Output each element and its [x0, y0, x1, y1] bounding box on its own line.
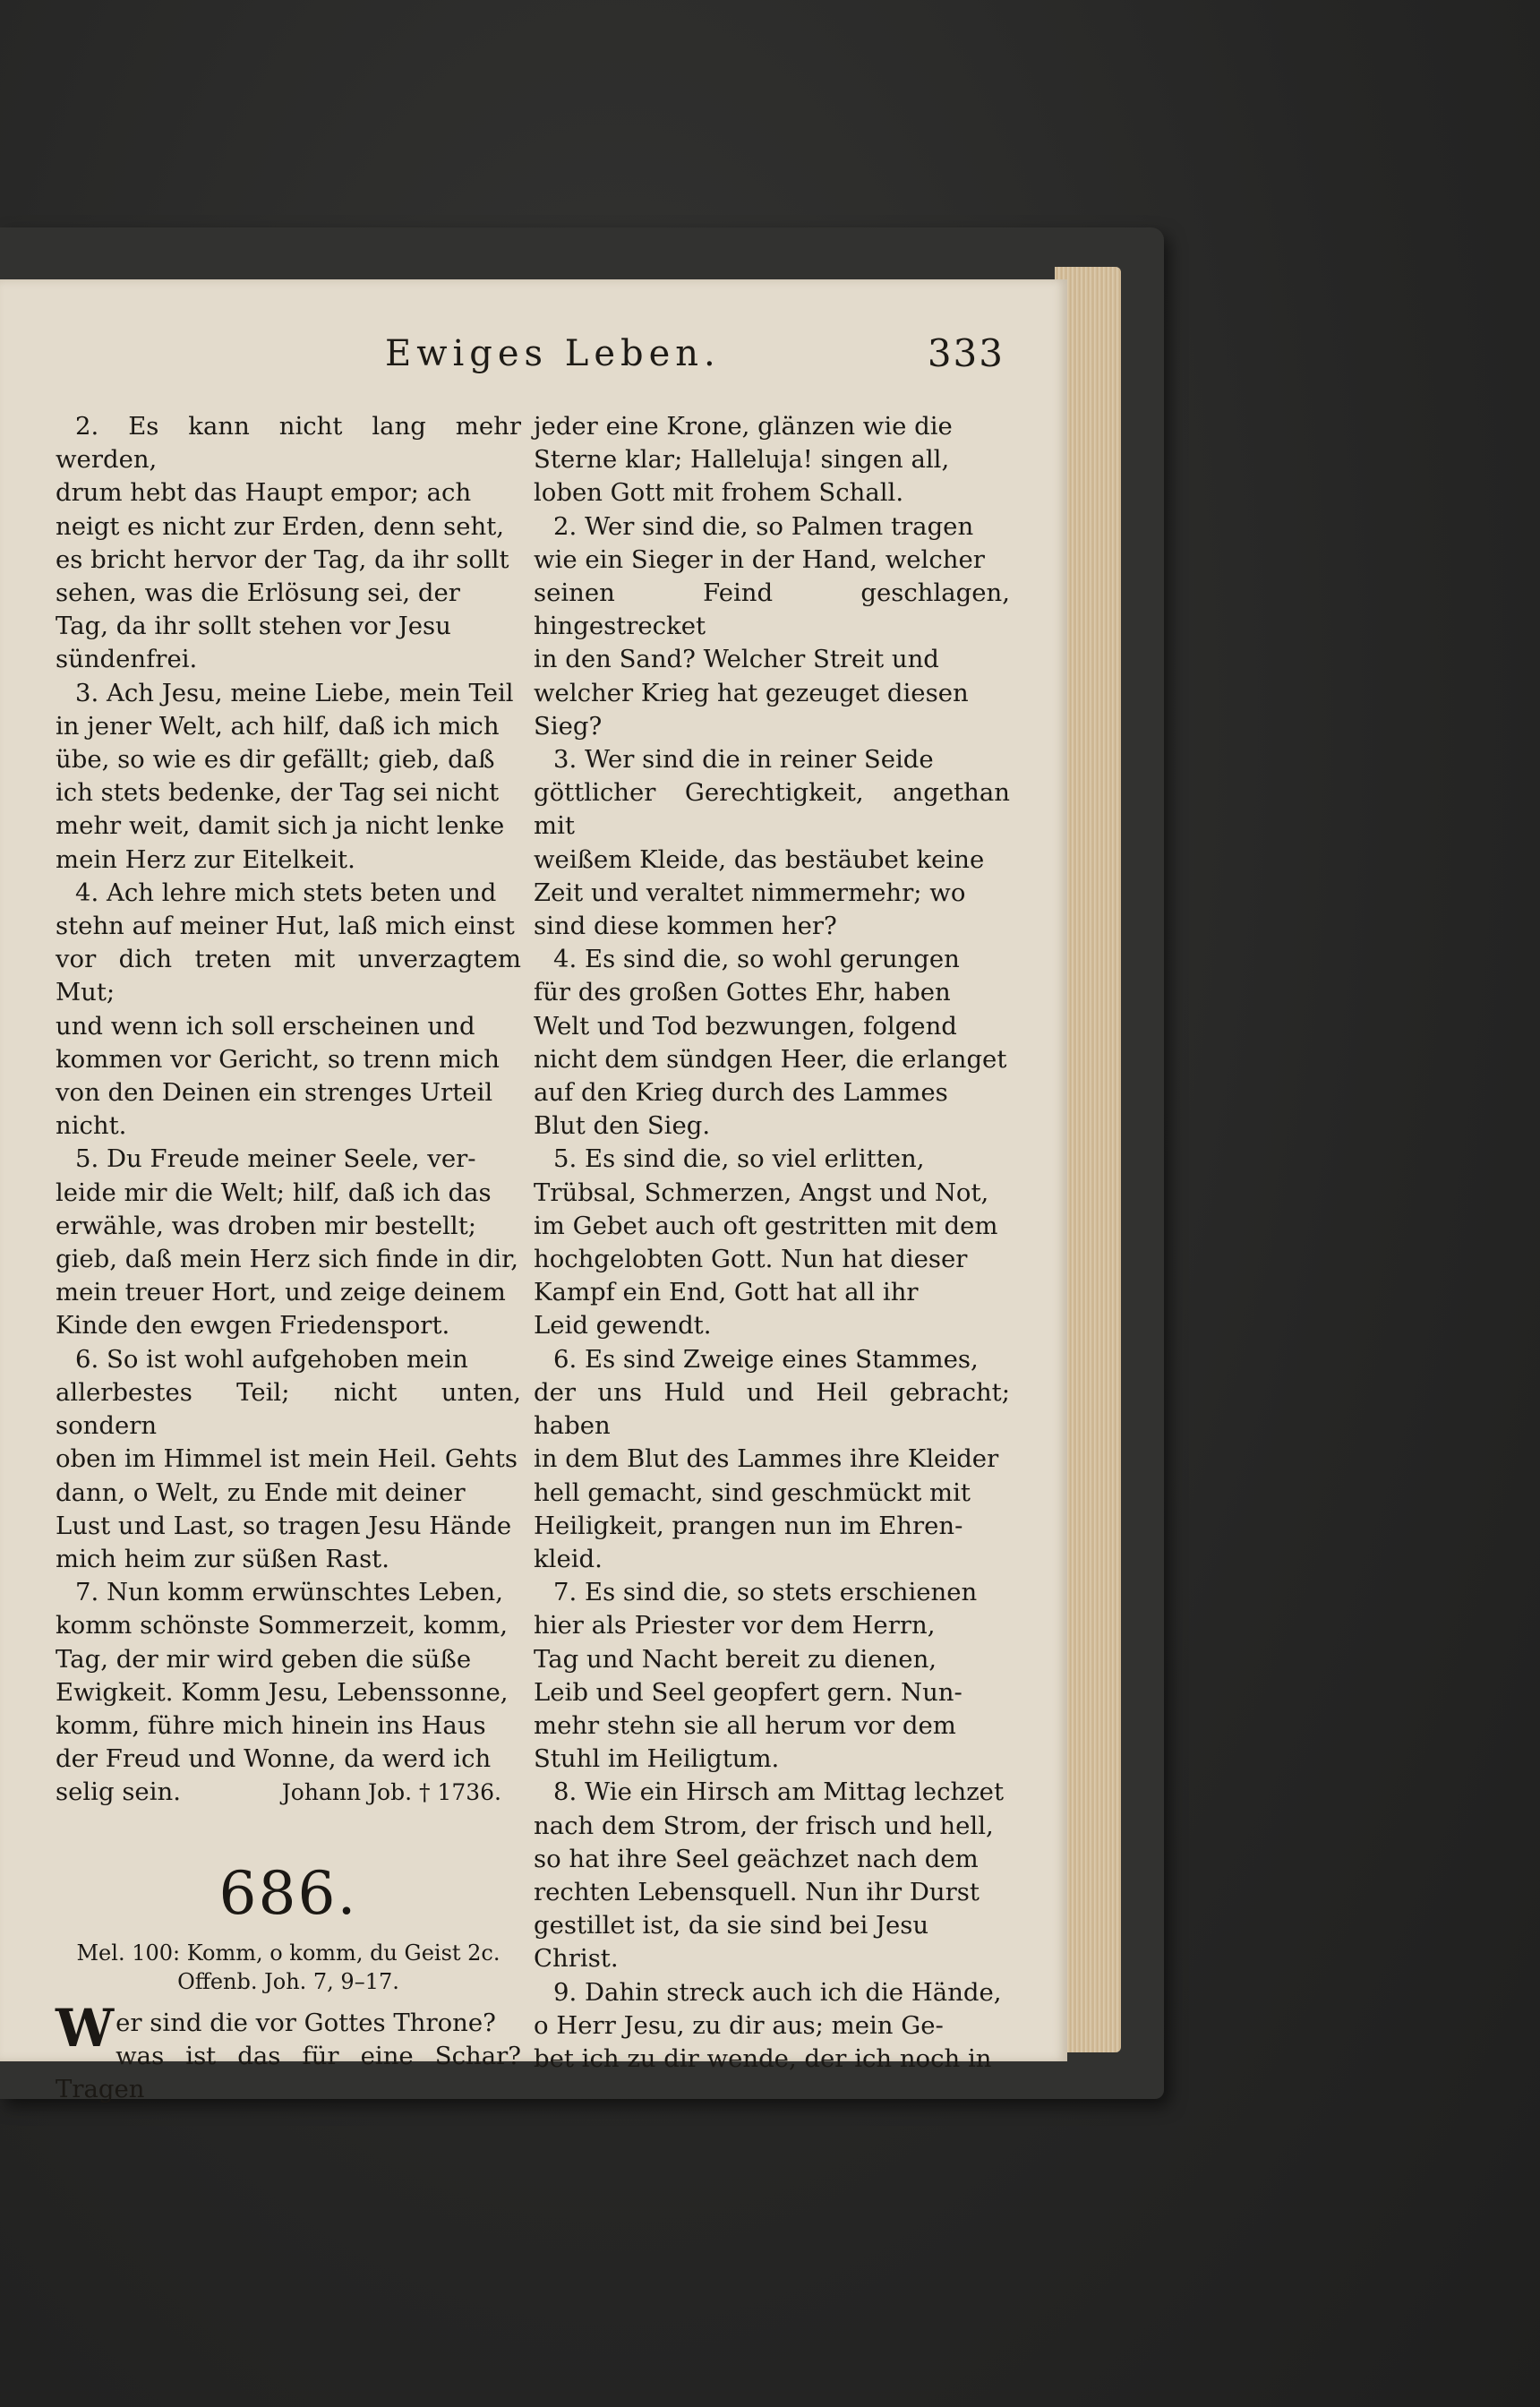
- author-line: [56, 1776, 521, 1809]
- verse-line: Leib und Seel geopfert gern. Nun-: [534, 1677, 962, 1707]
- verse: [534, 943, 1010, 976]
- verse-line: kleid.: [534, 1544, 603, 1573]
- verse-number: 6.: [553, 1344, 578, 1374]
- verse-line: Kampf ein End, Gott hat all ihr: [534, 1278, 919, 1307]
- verse-line: Sieg?: [534, 711, 603, 741]
- verse-line: Heiligkeit, prangen nun im Ehren-: [534, 1511, 963, 1540]
- verse-line: drum hebt das Haupt empor; ach: [56, 478, 472, 508]
- verse-number: 8.: [553, 1777, 578, 1807]
- verse-line: sind diese kommen her?: [534, 912, 837, 941]
- verse-line: welcher Krieg hat gezeuget diesen: [534, 678, 969, 707]
- verse-first-line: Wie ein Hirsch am Mittag lechzet: [585, 1777, 1005, 1807]
- verse-line: mehr weit, damit sich ja nicht lenke: [56, 811, 505, 841]
- verse-number: 5.: [553, 1144, 578, 1174]
- verse: [56, 410, 521, 476]
- verse-line: in den Sand? Welcher Streit und: [534, 645, 939, 674]
- verse-first-line: Es sind die, so wohl gerungen: [585, 945, 960, 974]
- verse: [534, 1576, 1010, 1609]
- verse-line: Tag, der mir wird geben die süße: [56, 1644, 472, 1674]
- verse: [534, 1343, 1010, 1376]
- right-column: [534, 410, 1010, 2076]
- verse-line: o Herr Jesu, zu dir aus; mein Ge-: [534, 2010, 944, 2040]
- verse-line: nach dem Strom, der frisch und hell,: [534, 1811, 994, 1840]
- verse-line: nicht dem sündgen Heer, die erlanget: [534, 1044, 1007, 1074]
- verse-line: komm, führe mich hinein ins Haus: [56, 1710, 486, 1740]
- verse: [534, 1143, 1010, 1176]
- verse-line: Trübsal, Schmerzen, Angst und Not,: [534, 1178, 989, 1207]
- verse-line: wie ein Sieger in der Hand, welcher: [534, 544, 985, 574]
- verse-line: komm schönste Sommerzeit, komm,: [56, 1611, 508, 1640]
- verse-line: Zeit und veraltet nimmermehr; wo: [534, 878, 966, 907]
- verse: [534, 743, 1010, 776]
- verse-line: auf den Krieg durch des Lammes: [534, 1078, 948, 1108]
- verse-line: übe, so wie es dir gefällt; gieb, daß: [56, 745, 495, 775]
- verse: [534, 510, 1010, 544]
- verse-line: Tag und Nacht bereit zu dienen,: [534, 1644, 937, 1674]
- verse-first-line: Nun komm erwünschtes Leben,: [107, 1578, 503, 1607]
- verse-first-line: Es sind die, so viel erlitten,: [585, 1144, 925, 1174]
- verse-line: sehen, was die Erlösung sei, der: [56, 578, 460, 608]
- verse-first-line: Es sind die, so stets erschienen: [585, 1578, 978, 1607]
- verse-line: erwähle, was droben mir bestellt;: [56, 1211, 477, 1240]
- verse-number: 2.: [553, 511, 578, 541]
- verse-line: für des großen Gottes Ehr, haben: [534, 978, 951, 1007]
- verse-line: neigt es nicht zur Erden, denn seht,: [56, 511, 505, 541]
- drop-cap: W: [56, 1997, 115, 2059]
- verse-number: 9.: [553, 1977, 578, 2007]
- verse-line: mein Herz zur Eitelkeit.: [56, 844, 355, 874]
- verse-number: 5.: [75, 1144, 99, 1174]
- verse-line: in dem Blut des Lammes ihre Kleider: [534, 1444, 999, 1474]
- verse-line: der uns Huld und Heil gebracht; haben: [534, 1377, 1010, 1441]
- verse-line: Sterne klar; Halleluja! singen all,: [534, 445, 950, 475]
- verse-line: und wenn ich soll erscheinen und: [56, 1011, 475, 1041]
- verse-first-line: Wer sind die in reiner Seide: [585, 745, 934, 775]
- verse-line: es bricht hervor der Tag, da ihr sollt: [56, 544, 509, 574]
- verse-line: allerbestes Teil; nicht unten, sondern: [56, 1377, 521, 1441]
- verse-line: hell gemacht, sind geschmückt mit: [534, 1478, 971, 1507]
- verse-line: vor dich treten mit unverzagtem Mut;: [56, 945, 521, 1007]
- verse-line: hochgelobten Gott. Nun hat dieser: [534, 1245, 968, 1274]
- verse-line: so hat ihre Seel geächzet nach dem: [534, 1844, 979, 1873]
- verse: [56, 1343, 521, 1376]
- verse-first-line: Du Freude meiner Seele, ver-: [107, 1144, 476, 1174]
- verse-line: Leid gewendt.: [534, 1311, 712, 1341]
- verse-number: 3.: [553, 745, 578, 775]
- verse-number: 6.: [75, 1344, 99, 1374]
- verse-line: Tag, da ihr sollt stehen vor Jesu: [56, 612, 451, 641]
- verse-line: weißem Kleide, das bestäubet keine: [534, 844, 985, 874]
- verse-line: Lust und Last, so tragen Jesu Hände: [56, 1511, 512, 1540]
- verse-line: oben im Himmel ist mein Heil. Gehts: [56, 1444, 518, 1474]
- verse-line: in jener Welt, ach hilf, daß ich mich: [56, 711, 500, 741]
- verse-first-line: Ach lehre mich stets beten und: [107, 878, 497, 907]
- verse-line: Kinde den ewgen Friedensport.: [56, 1311, 450, 1341]
- verse-line: Christ.: [534, 1944, 619, 1974]
- verse: [534, 1976, 1010, 2009]
- running-title: Ewiges Leben.: [385, 333, 721, 374]
- page-number: 333: [927, 331, 1005, 375]
- verse: [56, 677, 521, 710]
- verse-number: 7.: [553, 1578, 578, 1607]
- verse-line: mein treuer Hort, und zeige deinem: [56, 1278, 506, 1307]
- verse-line: rechten Lebensquell. Nun ihr Durst: [534, 1877, 980, 1906]
- verse-line: Ewigkeit. Komm Jesu, Lebenssonne,: [56, 1677, 509, 1707]
- verse-first-line: Dahin streck auch ich die Hände,: [585, 1977, 1002, 2007]
- verse-line: hier als Priester vor dem Herrn,: [534, 1611, 936, 1640]
- verse-line: bet ich zu dir wende, der ich noch in: [534, 2043, 992, 2073]
- verse-line: leide mir die Welt; hilf, daß ich das: [56, 1178, 492, 1207]
- verse-line: dann, o Welt, zu Ende mit deiner: [56, 1478, 466, 1507]
- verse-line: seinen Feind geschlagen, hingestrecket: [534, 578, 1010, 641]
- melody-reference: Mel. 100: Komm, o komm, du Geist 2c.: [76, 1940, 500, 1966]
- verse-line: göttlicher Gerechtigkeit, angethan mit: [534, 778, 1010, 841]
- verse-number: 4.: [553, 945, 578, 974]
- verse-number: 3.: [75, 678, 99, 707]
- verse-line: was ist das für eine Schar? Tragen: [56, 2041, 521, 2103]
- verse-line: ich stets bedenke, der Tag sei nicht: [56, 778, 500, 808]
- verse: [56, 1143, 521, 1176]
- verse-line: stehn auf meiner Hut, laß mich einst: [56, 912, 515, 941]
- verse-line: sündenfrei.: [56, 645, 198, 674]
- verse-line: nicht.: [56, 1111, 127, 1141]
- verse-line: Blut den Sieg.: [534, 1111, 711, 1141]
- running-head: [54, 328, 1005, 390]
- verse-first-line: Es kann nicht lang mehr werden,: [56, 412, 521, 475]
- verse: [56, 1576, 521, 1609]
- verse-line: gieb, daß mein Herz sich finde in dir,: [56, 1245, 519, 1274]
- verse-line: Welt und Tod bezwungen, folgend: [534, 1011, 957, 1041]
- verse-line: im Gebet auch oft gestritten mit dem: [534, 1211, 998, 1240]
- verse-first-line: Es sind Zweige eines Stammes,: [585, 1344, 979, 1374]
- verse-line: gestillet ist, da sie sind bei Jesu: [534, 1911, 929, 1940]
- scripture-reference: Offenb. Joh. 7, 9–17.: [177, 1968, 399, 1994]
- left-column: [56, 410, 521, 2106]
- hymn-number: 686.: [218, 1858, 358, 1928]
- verse-first-line: Ach Jesu, meine Liebe, mein Teil: [107, 678, 514, 707]
- verse-number: 7.: [75, 1578, 99, 1607]
- verse-line: jeder eine Krone, glänzen wie die: [534, 412, 953, 441]
- verse-first-line: So ist wohl aufgehoben mein: [107, 1344, 468, 1374]
- verse-line: er sind die vor Gottes Throne?: [116, 2008, 496, 2037]
- verse-line: mehr stehn sie all herum vor dem: [534, 1710, 956, 1740]
- verse-first-line: Wer sind die, so Palmen tragen: [585, 511, 974, 541]
- verse-line: mich heim zur süßen Rast.: [56, 1544, 389, 1573]
- hymn-first-verse: [56, 1997, 521, 2107]
- verse-line: loben Gott mit frohem Schall.: [534, 478, 904, 508]
- verse: [534, 1776, 1010, 1809]
- verse-line: von den Deinen ein strenges Urteil: [56, 1078, 493, 1108]
- verse-number: 4.: [75, 878, 99, 907]
- verse-line: Stuhl im Heiligtum.: [534, 1744, 780, 1774]
- verse-line: der Freud und Wonne, da werd ich: [56, 1744, 492, 1774]
- hymn-author: Johann Job. † 1736.: [281, 1779, 501, 1806]
- verse: [56, 877, 521, 910]
- book-page: [0, 279, 1067, 2103]
- verse-line: kommen vor Gericht, so trenn mich: [56, 1044, 500, 1074]
- verse-number: 2.: [75, 412, 99, 441]
- verse-line: selig sein.: [56, 1777, 181, 1807]
